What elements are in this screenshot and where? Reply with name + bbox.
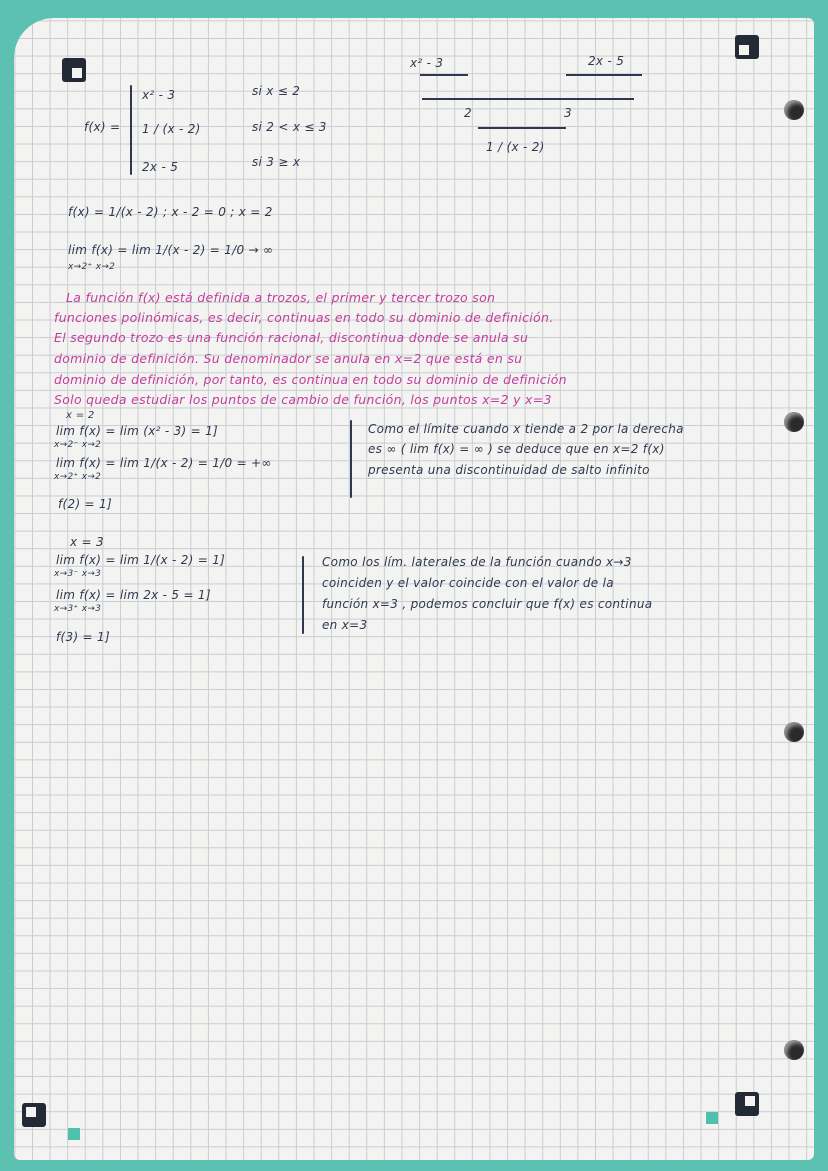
section-title: x = 3 bbox=[70, 535, 104, 549]
piecewise-lhs: f(x) = bbox=[84, 120, 121, 134]
paragraph-line: dominio de definición. Su denominador se anula en x=2 que está en su bbox=[54, 351, 523, 366]
paragraph-line: funciones polinómicas, es decir, continuas en todo su dominio de definición. bbox=[54, 310, 554, 325]
conclusion-line: Como los lím. laterales de la función cuando x→3 bbox=[322, 555, 632, 569]
paragraph-line: El segundo trozo es una función racional, discontinua donde se anula su bbox=[54, 330, 529, 345]
tick-label: 3 bbox=[564, 106, 572, 120]
corner-mark-icon bbox=[735, 35, 759, 59]
math-line: f(3) = 1] bbox=[56, 630, 110, 644]
conclusion-line: presenta una discontinuidad de salto infinito bbox=[368, 463, 650, 477]
case-cond: si 2 < x ≤ 3 bbox=[252, 120, 327, 134]
paragraph-line: Solo queda estudiar los puntos de cambio de función, los puntos x=2 y x=3 bbox=[54, 392, 552, 407]
middle-arrow bbox=[478, 127, 566, 129]
section-title: x = 2 bbox=[66, 410, 95, 421]
conclusion-line: es ∞ ( lim f(x) = ∞ ) se deduce que en x=2 f(x) bbox=[368, 442, 665, 456]
case-expr: x² - 3 bbox=[142, 88, 176, 102]
left-arrow bbox=[420, 74, 468, 76]
corner-mark-icon bbox=[735, 1092, 759, 1116]
math-line: lim f(x) = lim 1/(x - 2) = 1/0 = +∞ bbox=[56, 456, 272, 470]
binder-hole-icon bbox=[784, 100, 804, 120]
teal-square-icon bbox=[706, 1112, 718, 1124]
teal-square-icon bbox=[68, 1128, 80, 1140]
case-cond: si 3 ≥ x bbox=[252, 155, 301, 169]
math-sub: x→3⁺ x→3 bbox=[54, 604, 102, 614]
case-cond: si x ≤ 2 bbox=[252, 84, 301, 98]
brace bbox=[350, 420, 352, 498]
conclusion-line: en x=3 bbox=[322, 618, 368, 632]
case-expr: 2x - 5 bbox=[142, 160, 179, 174]
binder-hole-icon bbox=[784, 1040, 804, 1060]
math-line: lim f(x) = lim 2x - 5 = 1] bbox=[56, 588, 211, 602]
math-sub: x→2⁺ x→2 bbox=[54, 472, 102, 482]
corner-mark-icon bbox=[62, 58, 86, 82]
limit-line: lim f(x) = lim 1/(x - 2) = 1/0 → ∞ bbox=[68, 243, 274, 257]
conclusion-line: coinciden y el valor coincide con el valor de la bbox=[322, 576, 614, 590]
math-sub: x→2⁻ x→2 bbox=[54, 440, 102, 450]
corner-mark-icon bbox=[22, 1103, 46, 1127]
math-line: f(2) = 1] bbox=[58, 497, 112, 511]
case-expr: 1 / (x - 2) bbox=[142, 122, 201, 136]
middle-label: 1 / (x - 2) bbox=[486, 140, 545, 154]
math-line: lim f(x) = lim (x² - 3) = 1] bbox=[56, 424, 218, 438]
right-arrow bbox=[566, 74, 642, 76]
brace bbox=[130, 85, 132, 175]
tick-label: 2 bbox=[464, 106, 472, 120]
right-label: 2x - 5 bbox=[588, 54, 625, 68]
domain-line: f(x) = 1/(x - 2) ; x - 2 = 0 ; x = 2 bbox=[68, 205, 273, 219]
paragraph-line: La función f(x) está definida a trozos, el primer y tercer trozo son bbox=[66, 290, 496, 305]
left-label: x² - 3 bbox=[410, 56, 444, 70]
math-line: lim f(x) = lim 1/(x - 2) = 1] bbox=[56, 553, 226, 567]
math-sub: x→3⁻ x→3 bbox=[54, 569, 102, 579]
number-line bbox=[422, 98, 634, 100]
binder-hole-icon bbox=[784, 722, 804, 742]
paragraph-line: dominio de definición, por tanto, es continua en todo su dominio de definición bbox=[54, 372, 567, 387]
conclusion-line: Como el límite cuando x tiende a 2 por la derecha bbox=[368, 422, 684, 436]
conclusion-line: función x=3 , podemos concluir que f(x) es continua bbox=[322, 597, 653, 611]
binder-hole-icon bbox=[784, 412, 804, 432]
brace bbox=[302, 556, 304, 634]
limit-sub: x→2⁺ x→2 bbox=[68, 262, 116, 272]
